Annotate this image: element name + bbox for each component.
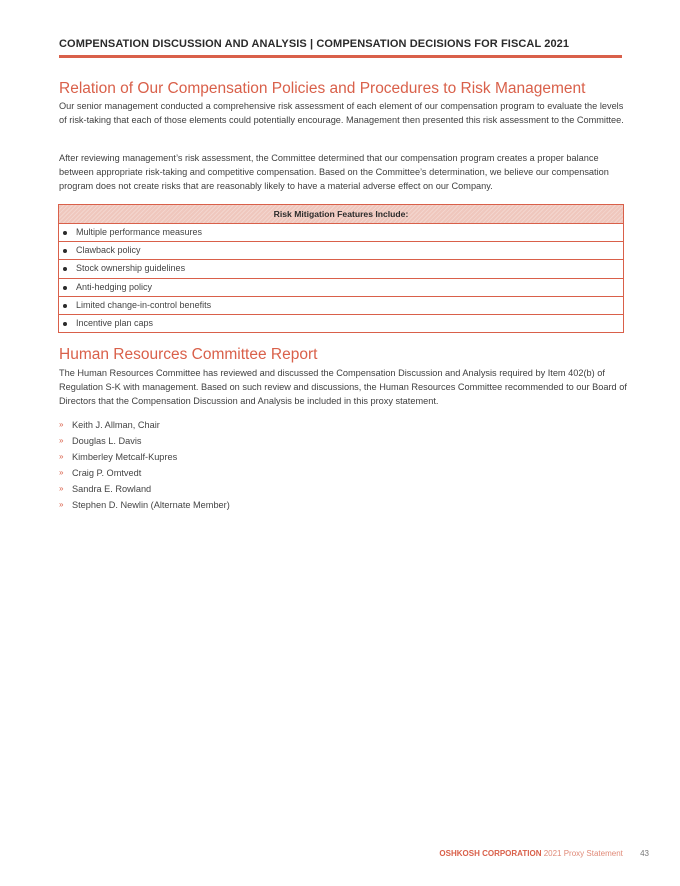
risk-feature-label: Limited change-in-control benefits — [76, 299, 212, 310]
risk-feature-label: Anti-hedging policy — [76, 281, 153, 292]
bullet-icon — [63, 267, 67, 271]
risk-feature-label: Clawback policy — [76, 245, 141, 256]
risk-feature-row — [59, 279, 623, 297]
page-number: 43 — [640, 849, 649, 858]
bullet-icon — [63, 304, 67, 308]
risk-feature-row — [59, 224, 623, 242]
bullet-icon — [63, 249, 67, 253]
member-name: Douglas L. Davis — [72, 436, 142, 446]
committee-members-list — [59, 417, 359, 513]
header-divider — [59, 55, 622, 58]
section-title-risk-management: Relation of Our Compensation Policies and Procedures to Risk Management — [59, 80, 586, 97]
member-name: Kimberley Metcalf-Kupres — [72, 452, 178, 462]
chevron-right-icon: » — [59, 468, 64, 477]
risk-feature-label: Multiple performance measures — [76, 227, 203, 237]
risk-feature-label: Stock ownership guidelines — [76, 263, 186, 274]
committee-member — [59, 449, 359, 465]
risk-mitigation-table — [58, 204, 624, 333]
member-name: Keith J. Allman, Chair — [72, 420, 160, 430]
chevron-right-icon: » — [59, 436, 64, 445]
member-name: Sandra E. Rowland — [72, 484, 152, 494]
risk-feature-row — [59, 260, 623, 278]
footer-document: 2021 Proxy Statement — [543, 849, 623, 858]
committee-member — [59, 465, 359, 481]
risk-feature-row — [59, 297, 623, 315]
page-footer — [439, 849, 649, 858]
committee-member — [59, 417, 359, 433]
committee-determination-paragraph: After reviewing management’s risk assessment, the Committee determined that our compensation program creates a proper balance between appropriate risk-taking and competitive compensation. Based on the Committee’s determination, we believe our compensation program does not create risks that are reasonably likely to have a material adverse effect on our Company. — [59, 153, 609, 191]
chevron-right-icon: » — [59, 420, 64, 429]
committee-member — [59, 481, 359, 497]
bullet-icon — [63, 286, 67, 290]
running-header: COMPENSATION DISCUSSION AND ANALYSIS | COMPENSATION DECISIONS FOR FISCAL 2021 — [59, 38, 570, 50]
member-name: Craig P. Omtvedt — [72, 468, 142, 478]
hr-committee-paragraph: The Human Resources Committee has reviewed and discussed the Compensation Discussion and Analysis required by Item 402(b) of Regulation S-K with management. Based on such review and discussions, the Human Resources Committee recommended to our Board of Directors that the Compensation Discussion and Analysis be included in this proxy statement. — [59, 368, 627, 406]
risk-assessment-paragraph: Our senior management conducted a comprehensive risk assessment of each element of our compensation program to evaluate the levels of risk-taking that each of those elements could potentially encourage. Management then presented this risk assessment to the Committee. — [59, 101, 624, 125]
risk-feature-row — [59, 315, 623, 332]
chevron-right-icon: » — [59, 500, 64, 509]
risk-feature-row — [59, 242, 623, 260]
committee-member — [59, 497, 359, 513]
chevron-right-icon: » — [59, 484, 64, 493]
risk-feature-label: Incentive plan caps — [76, 317, 154, 328]
section-title-hr-committee-report: Human Resources Committee Report — [59, 346, 318, 363]
risk-table-header: Risk Mitigation Features Include: — [59, 205, 623, 224]
member-name: Stephen D. Newlin (Alternate Member) — [72, 500, 230, 510]
bullet-icon — [63, 231, 67, 235]
footer-company: OSHKOSH CORPORATION — [439, 849, 542, 858]
bullet-icon — [63, 322, 67, 326]
chevron-right-icon: » — [59, 452, 64, 461]
committee-member — [59, 433, 359, 449]
